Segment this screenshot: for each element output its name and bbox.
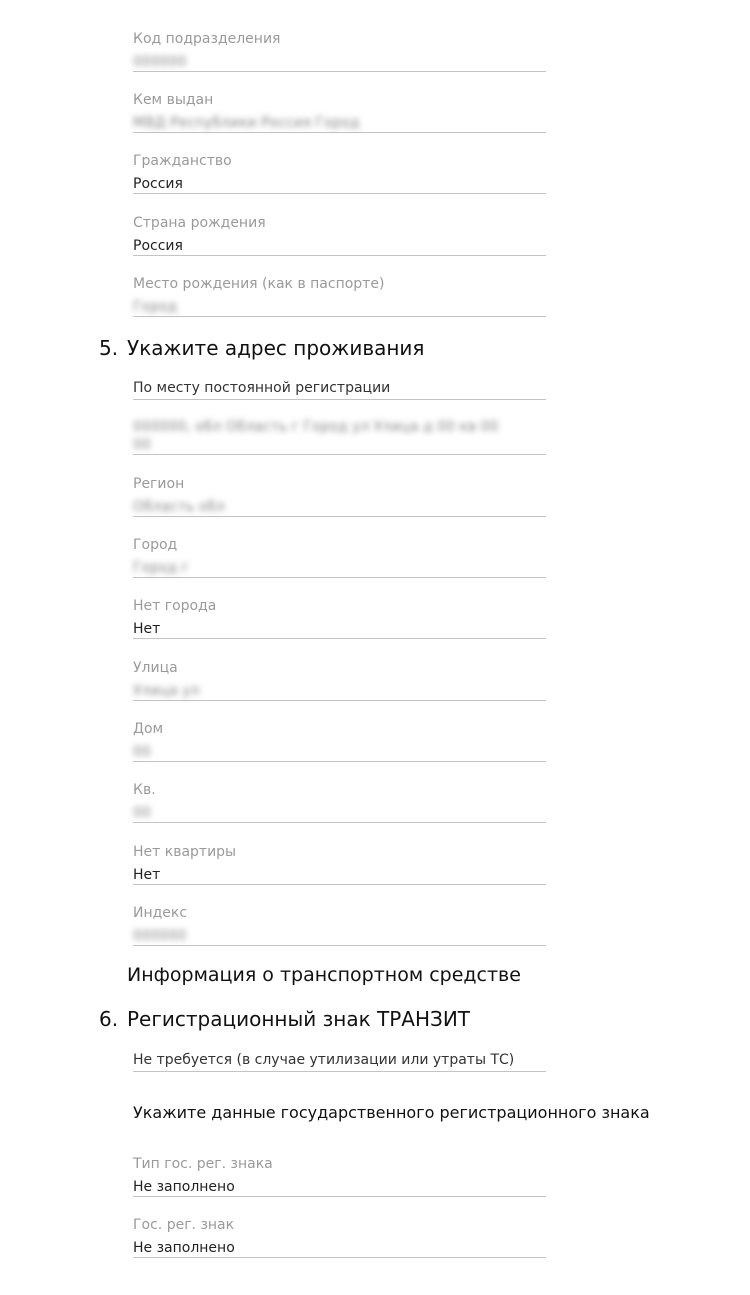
section-title: Укажите адрес проживания [127, 336, 425, 360]
field-value: МВД Республики Россия Город [133, 115, 360, 131]
field-value: 00 [133, 744, 151, 760]
field-label: Дом [133, 721, 164, 737]
field-city [133, 536, 546, 578]
field-value: Россия [133, 176, 183, 192]
field-plate-type [133, 1155, 546, 1197]
field-no-city [133, 597, 546, 639]
field-label: Тип гос. рег. знака [133, 1156, 273, 1172]
field-label: Гос. рег. знак [133, 1217, 235, 1233]
field-value: Нет [133, 621, 161, 637]
section-number: 6. [99, 1007, 119, 1031]
field-value: Россия [133, 238, 183, 254]
field-value: Не требуется (в случае утилизации или утраты ТС) [133, 1052, 515, 1068]
field-citizenship [133, 152, 546, 194]
address-line-2: 00 [133, 437, 151, 453]
field-house [133, 720, 546, 762]
section-heading-address [99, 335, 424, 361]
field-apartment [133, 781, 546, 823]
field-street [133, 659, 546, 701]
field-value: 000000 [133, 54, 187, 70]
field-label: Город [133, 537, 178, 553]
field-full-address [133, 418, 546, 455]
field-value: Нет [133, 867, 161, 883]
field-value: Улица ул [133, 683, 200, 699]
field-birth-country [133, 214, 546, 256]
field-transit-option [133, 1051, 546, 1072]
field-label: Нет города [133, 598, 217, 614]
plate-data-subtitle: Укажите данные государственного регистрационного знака [133, 1103, 650, 1122]
field-value: Город г [133, 560, 190, 576]
field-label: Код подразделения [133, 31, 281, 47]
field-label: Нет квартиры [133, 844, 237, 860]
field-value: 000000 [133, 928, 187, 944]
field-no-apartment [133, 843, 546, 885]
field-label: Место рождения (как в паспорте) [133, 276, 385, 292]
field-value: 00 [133, 805, 151, 821]
section-number: 5. [99, 336, 119, 360]
field-label: Регион [133, 476, 185, 492]
field-value: Не заполнено [133, 1240, 235, 1256]
field-label: Кв. [133, 782, 156, 798]
address-line-1: 000000, обл Область г Город ул Улица д 00 кв 00 [133, 419, 499, 435]
vehicle-info-heading: Информация о транспортном средстве [127, 964, 521, 986]
field-value: Город [133, 299, 178, 315]
field-registration-option [133, 379, 546, 400]
field-label: Кем выдан [133, 92, 214, 108]
field-value: По месту постоянной регистрации [133, 380, 391, 396]
section-heading-transit-plate [99, 1006, 470, 1032]
field-label: Улица [133, 660, 178, 676]
field-label: Индекс [133, 905, 188, 921]
field-division-code [133, 30, 546, 72]
field-label: Гражданство [133, 153, 232, 169]
field-postal-code [133, 904, 546, 946]
field-plate-number [133, 1216, 546, 1258]
field-region [133, 475, 546, 517]
field-label: Страна рождения [133, 215, 266, 231]
field-birth-place [133, 275, 546, 317]
field-issued-by [133, 91, 546, 133]
section-title: Регистрационный знак ТРАНЗИТ [127, 1007, 471, 1031]
field-value: Область обл [133, 499, 225, 515]
field-value: Не заполнено [133, 1179, 235, 1195]
